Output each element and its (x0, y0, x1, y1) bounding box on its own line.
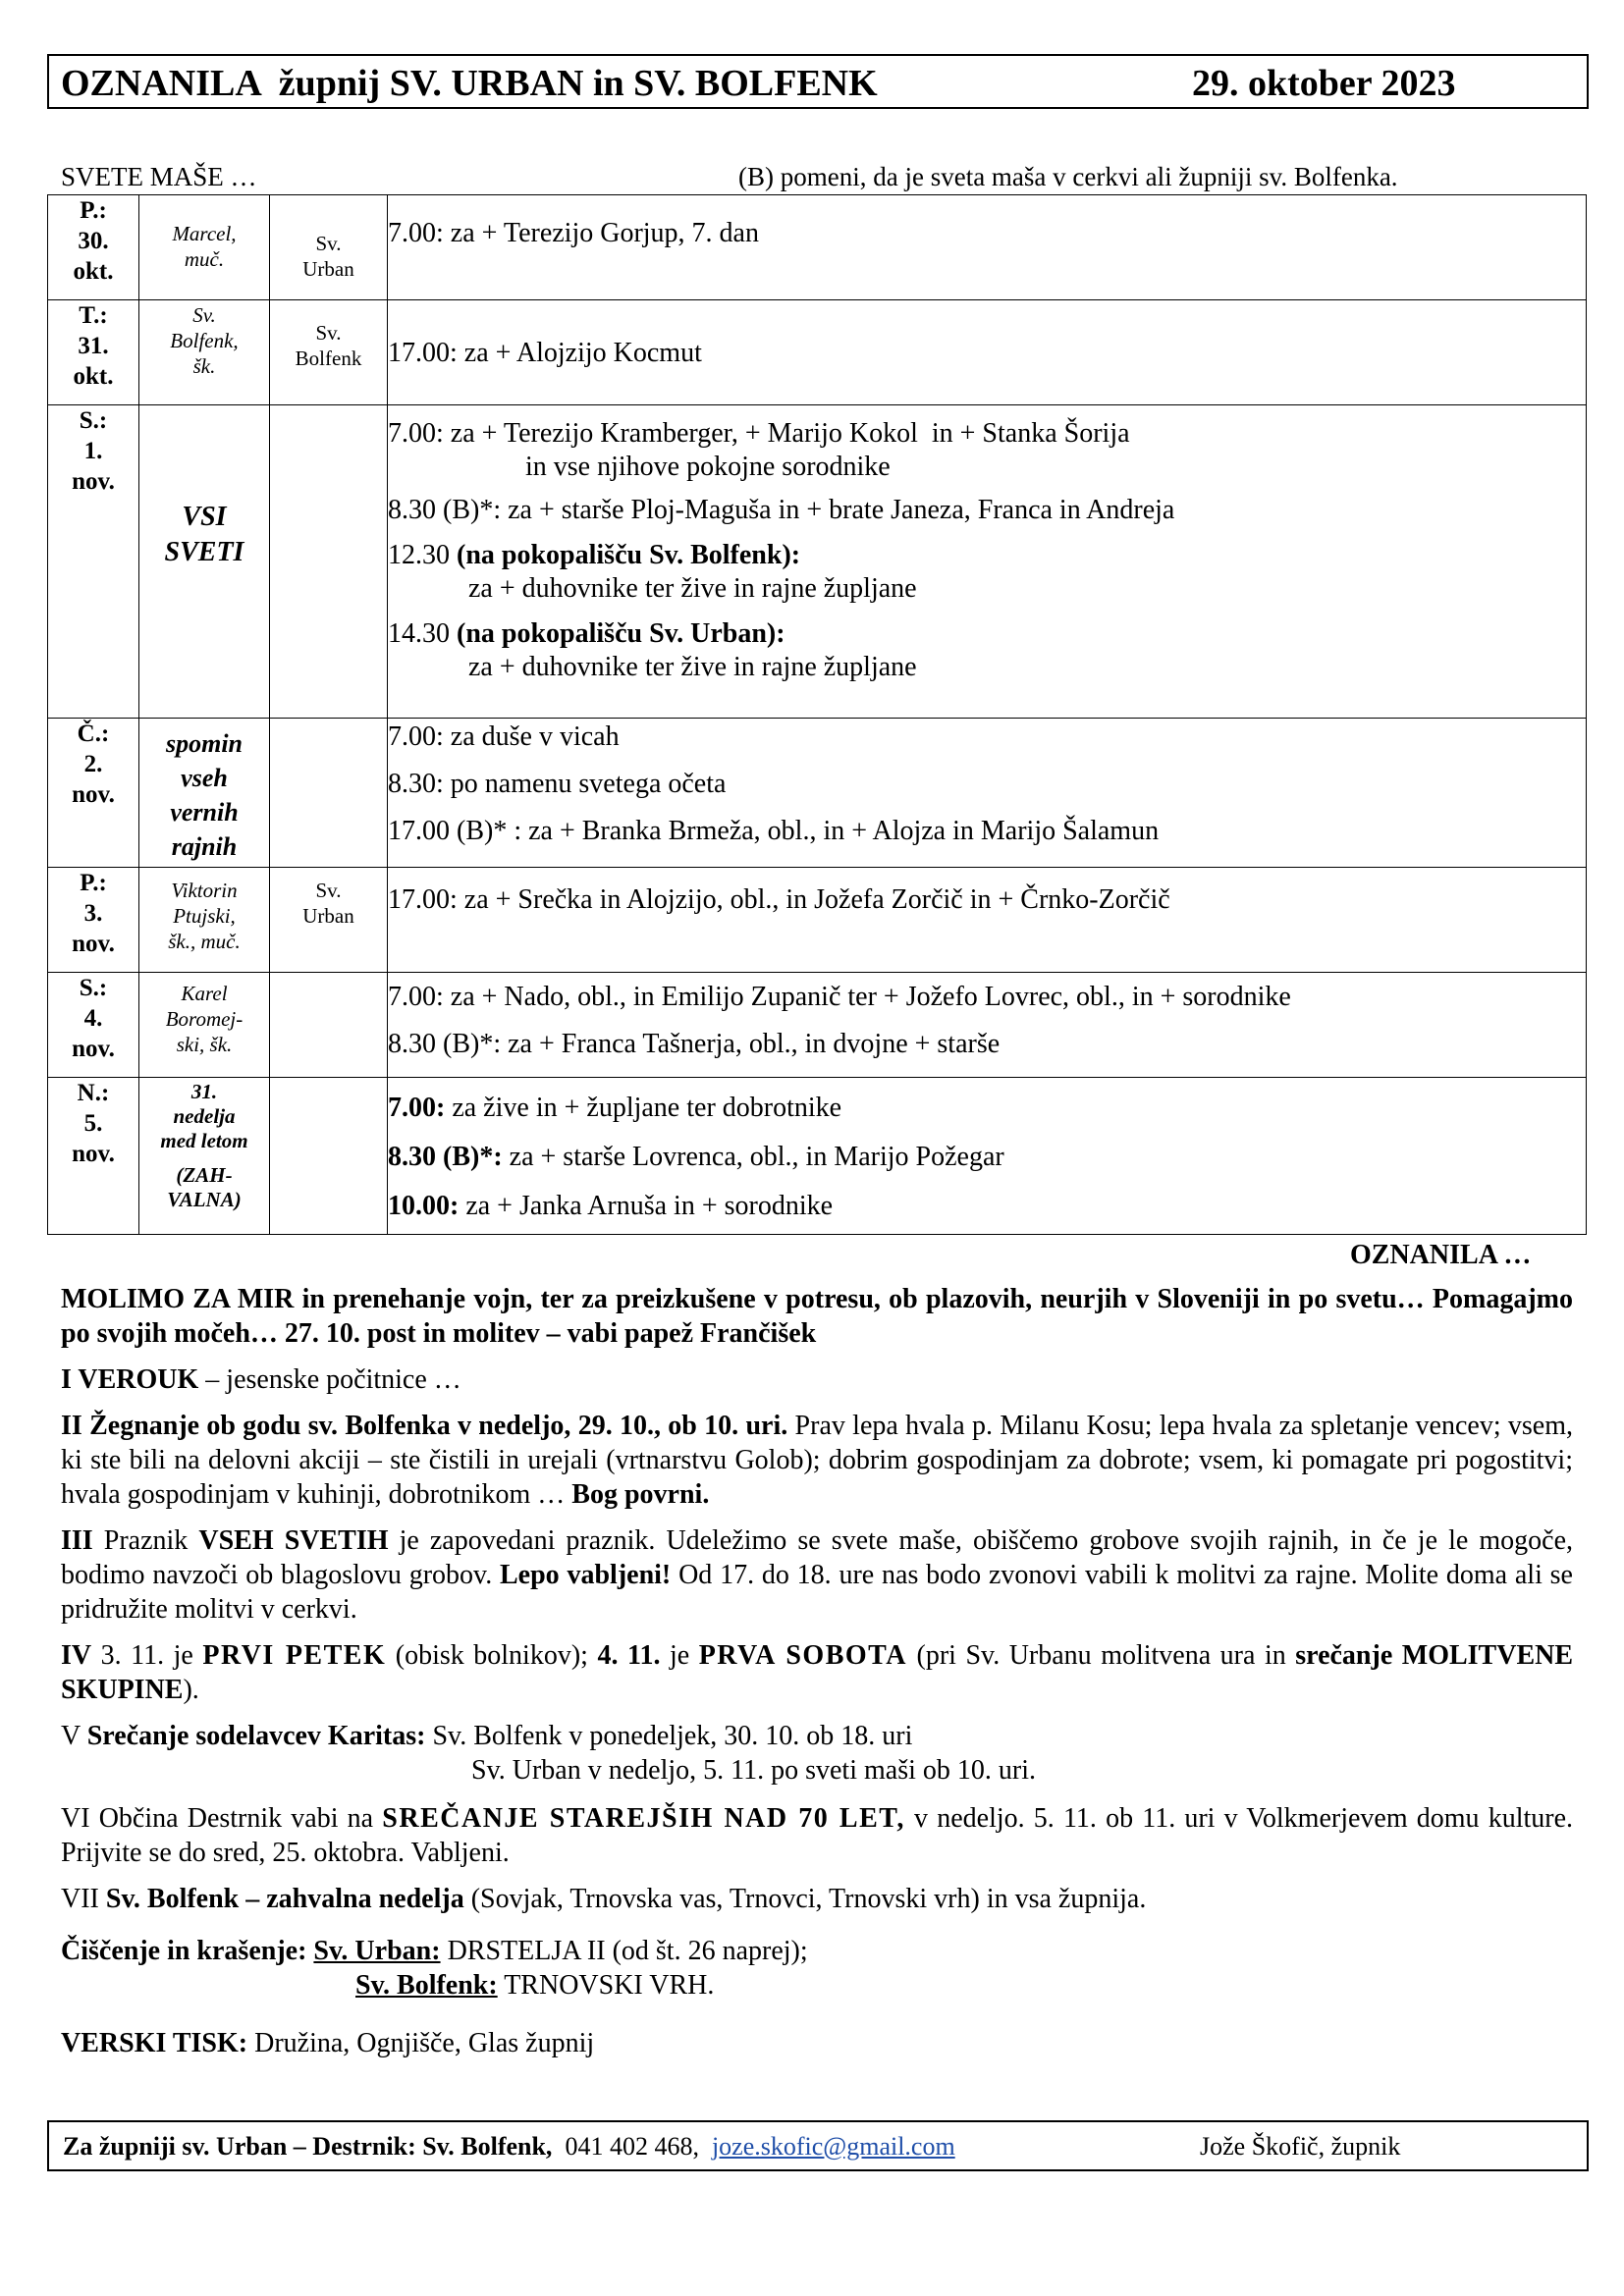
table-row (48, 1078, 1587, 1235)
notice-vi: VI Občina Destrnik vabi na SREČANJE STAREJŠIH NAD 70 LET, v nedeljo. 5. 11. ob 11. uri v Volkmerjevem domu kulture. Prijvite se do sred, 25. oktobra. Vabljeni. (61, 1803, 1574, 1868)
table-row (48, 973, 1587, 1078)
table-row (48, 405, 1587, 719)
saint-cell: Sv. Bolfenk, šk. (139, 300, 270, 405)
church-cell: Sv. Urban (270, 868, 388, 973)
notice-vii: VII Sv. Bolfenk – zahvalna nedelja (Sovjak, Trnovska vas, Trnovci, Trnovski vrh) in vsa župnija. (61, 1884, 1147, 1914)
notice-v-second-line: Sv. Urban v nedeljo, 5. 11. po sveti maši ob 10. uri. (471, 1755, 1036, 1786)
saint-cell: VSI SVETI (139, 405, 270, 719)
intentions-cell: 7.00: za duše v vicah 8.30: po namenu svetega očeta 17.00 (B)* : za + Branka Brmeža, obl., in + Alojza in Marijo Šalamun (388, 719, 1587, 868)
page-title: OZNANILA župnij SV. URBAN in SV. BOLFENK (61, 63, 878, 104)
saint-cell: 31. nedelja med letom (ZAH- VALNA) (139, 1078, 270, 1235)
cleaning-bolfenk: Sv. Bolfenk: TRNOVSKI VRH. (355, 1970, 715, 2001)
masses-heading: SVETE MAŠE … (61, 162, 257, 191)
day-cell: P.: 3. nov. (48, 868, 139, 973)
notice-v: V Srečanje sodelavcev Karitas: Sv. Bolfenk v ponedeljek, 30. 10. ob 18. uri (61, 1721, 913, 1751)
day-cell: P.: 30. okt. (48, 195, 139, 300)
church-cell (270, 405, 388, 719)
church-cell (270, 1078, 388, 1235)
saint-cell: spomin vseh vernih rajnih (139, 719, 270, 868)
notices (61, 1282, 1573, 2072)
notice-i: I VEROUK – jesenske počitnice … (61, 1364, 461, 1395)
day-cell: Č.: 2. nov. (48, 719, 139, 868)
table-row (48, 300, 1587, 405)
saint-cell: Marcel, muč. (139, 195, 270, 300)
notice-iv: IV 3. 11. je PRVI PETEK (obisk bolnikov); 4. 11. je PRVA SOBOTA (pri Sv. Urbanu molitvena ura in srečanje MOLITVENE SKUPINE). (61, 1640, 1574, 1705)
email-link[interactable]: joze.skofic@gmail.com (711, 2132, 955, 2161)
intentions-cell: 17.00: za + Srečka in Alojzijo, obl., in Jožefa Zorčič in + Črnko-Zorčič (388, 868, 1587, 973)
masses-note: (B) pomeni, da je sveta maša v cerkvi ali župniji sv. Bolfenka. (738, 162, 1398, 191)
saint-cell: Karel Boromej- ski, šk. (139, 973, 270, 1078)
page-date: 29. oktober 2023 (1192, 63, 1456, 104)
day-cell: S.: 1. nov. (48, 405, 139, 719)
peace-notice: MOLIMO ZA MIR in prenehanje vojn, ter za preizkušene v potresu, ob plazovih, neurjih v Sloveniji in po svetu… Pomagajmo po svojih močeh… 27. 10. post in molitev – vabi papež Frančišek (61, 1284, 1573, 1349)
mass-schedule-table (47, 194, 1587, 1235)
day-cell: T.: 31. okt. (48, 300, 139, 405)
intentions-cell: 7.00: za + Terezijo Gorjup, 7. dan (388, 195, 1587, 300)
intentions-cell: 17.00: za + Alojzijo Kocmut (388, 300, 1587, 405)
religious-press: VERSKI TISK: Družina, Ognjišče, Glas župnij (61, 2028, 595, 2058)
notice-iii: III Praznik VSEH SVETIH je zapovedani praznik. Udeležimo se svete maše, obiščemo grobove svojih rajnih, in če je le mogoče, bodimo navzoči ob blagoslovu grobov. Lepo vabljeni! Od 17. do 18. ure nas bodo zvonovi vabili k molitvi za rajne. Molite doma ali se pridružite molitvi v cerkvi. (61, 1525, 1573, 1625)
title-box (47, 54, 1589, 109)
church-cell: Sv. Bolfenk (270, 300, 388, 405)
footer-contact: Za župniji sv. Urban – Destrnik: Sv. Bolfenk, 041 402 468, joze.skofic@gmail.com (63, 2132, 955, 2161)
notice-ii: II Žegnanje ob godu sv. Bolfenka v nedeljo, 29. 10., ob 10. uri. Prav lepa hvala p. Milanu Kosu; lepa hvala za spletanje vencev; vsem, ki ste bili na delovni akciji – ste čistili in urejali (vrtnarstvu Golob); dobrim gospodinjam za dobrote; vsem, ki pomagate pri pogostitvi; hvala gospodinjam v kuhinji, dobrotnikom … Bog povrni. (61, 1411, 1574, 1510)
church-cell: Sv. Urban (270, 195, 388, 300)
table-row (48, 868, 1587, 973)
day-cell: S.: 4. nov. (48, 973, 139, 1078)
church-cell (270, 719, 388, 868)
footer-signature: Jože Škofič, župnik (1200, 2132, 1401, 2161)
intentions-cell: 7.00: za žive in + župljane ter dobrotnike 8.30 (B)*: za + starše Lovrenca, obl., in Marijo Požegar 10.00: za + Janka Arnuša in + sorodnike (388, 1078, 1587, 1235)
cleaning-urban: Čiščenje in krašenje: Sv. Urban: DRSTELJA II (od št. 26 naprej); (61, 1936, 808, 1966)
saint-cell: Viktorin Ptujski, šk., muč. (139, 868, 270, 973)
church-cell (270, 973, 388, 1078)
intentions-cell: 7.00: za + Terezijo Kramberger, + Marijo Kokol in + Stanka Šorija in vse njihove pokojne sorodnike 8.30 (B)*: za + starše Ploj-Maguša in + brate Janeza, Franca in Andreja 12.30 (na pokopališču Sv. Bolfenk): za + duhovnike ter žive in rajne župljane 14.30 (na pokopališču Sv. Urban): za + duhovnike ter žive in rajne župljane (388, 405, 1587, 719)
notices-heading: OZNANILA … (1350, 1240, 1532, 1270)
table-row (48, 195, 1587, 300)
day-cell: N.: 5. nov. (48, 1078, 139, 1235)
footer-box (47, 2120, 1589, 2171)
table-row (48, 719, 1587, 868)
intentions-cell: 7.00: za + Nado, obl., in Emilijo Zupanič ter + Jožefo Lovrec, obl., in + sorodnike 8.30 (B)*: za + Franca Tašnerja, obl., in dvojne + starše (388, 973, 1587, 1078)
